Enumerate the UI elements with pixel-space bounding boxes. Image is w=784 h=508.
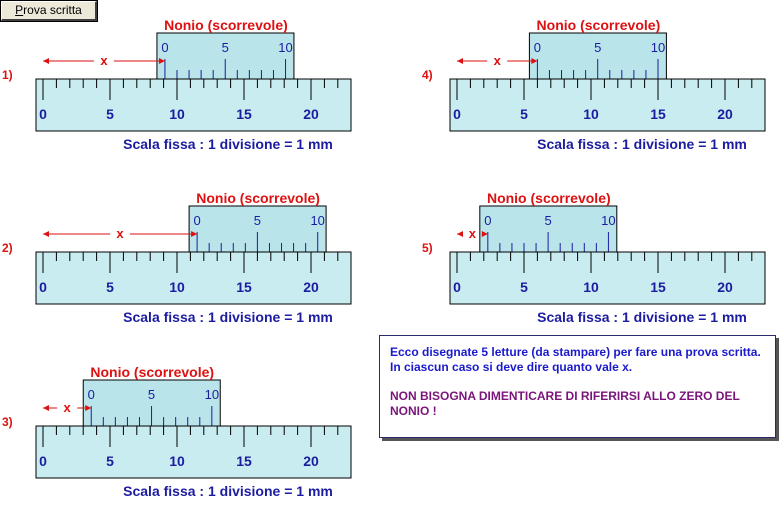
nonio-number: 0: [533, 40, 542, 55]
fixed-scale-number: 10: [583, 106, 599, 122]
fixed-scale-number: 0: [39, 106, 47, 122]
x-arrow-left: [457, 58, 487, 64]
x-arrow-left: [43, 58, 94, 64]
x-arrow-left: [43, 231, 110, 237]
fixed-scale-caption: Scala fissa : 1 divisione = 1 mm: [123, 483, 333, 499]
x-label: x: [100, 53, 108, 68]
note-warning: NON BISOGNA DIMENTICARE DI RIFERIRSI ALLO ZERO DEL NONIO !: [390, 389, 740, 418]
fixed-scale-number: 10: [169, 279, 185, 295]
nonio-number: 0: [161, 40, 169, 55]
x-label: x: [493, 53, 501, 68]
nonio-number: 10: [204, 387, 220, 402]
note-instructions: Ecco disegnate 5 letture (da stampare) per fare una prova scritta. In ciascun caso si deve dire quanto vale x.: [390, 345, 761, 374]
x-arrow-head: [457, 231, 463, 237]
x-arrow-left: [457, 231, 463, 237]
fixed-scale-caption: Scala fissa : 1 divisione = 1 mm: [537, 309, 747, 325]
x-arrow-head: [43, 58, 49, 64]
nonio-number: 5: [544, 213, 552, 228]
fixed-scale-number: 20: [303, 279, 319, 295]
x-arrow-head: [457, 58, 463, 64]
fixed-scale-number: 0: [453, 279, 461, 295]
fixed-scale-number: 15: [236, 453, 252, 469]
reading-5: [422, 190, 765, 325]
nonio-title: Nonio (scorrevole): [164, 17, 288, 33]
fixed-scale-number: 5: [106, 279, 114, 295]
reading-index-label: 1): [2, 68, 13, 82]
nonio-number: 10: [650, 40, 666, 55]
nonio-number: 0: [484, 213, 492, 228]
nonio-title: Nonio (scorrevole): [536, 17, 661, 33]
x-label: x: [116, 226, 124, 241]
nonio-number: 5: [147, 387, 156, 402]
reading-index-label: 5): [422, 241, 433, 255]
x-label: x: [468, 226, 477, 241]
nonio-number: 5: [221, 40, 229, 55]
fixed-scale-number: 15: [236, 106, 252, 122]
fixed-scale-number: 5: [520, 106, 528, 122]
fixed-scale-caption: Scala fissa : 1 divisione = 1 mm: [123, 309, 333, 325]
fixed-scale-number: 5: [106, 453, 114, 469]
fixed-scale-number: 15: [650, 106, 666, 122]
fixed-scale-number: 20: [717, 106, 733, 122]
x-arrow-head: [43, 405, 49, 411]
reading-2: [2, 190, 351, 325]
nonio-number: 0: [193, 213, 201, 228]
button-access-key: P: [15, 3, 24, 17]
reading-1: [2, 17, 351, 152]
reading-index-label: 3): [2, 415, 13, 429]
button-label: rova scritta: [23, 3, 82, 17]
x-arrow-right: [507, 58, 537, 64]
nonio-title: Nonio (scorrevole): [196, 190, 320, 206]
fixed-scale-number: 0: [39, 279, 47, 295]
fixed-scale-caption: Scala fissa : 1 divisione = 1 mm: [123, 136, 333, 152]
fixed-scale-number: 15: [650, 279, 666, 295]
reading-index-label: 2): [2, 241, 13, 255]
fixed-scale-number: 10: [583, 279, 599, 295]
x-arrow-right: [130, 231, 197, 237]
nonio-number: 5: [253, 213, 262, 228]
reading-3: [2, 364, 351, 499]
fixed-scale-number: 0: [39, 453, 47, 469]
fixed-scale-number: 10: [169, 453, 185, 469]
fixed-scale-number: 20: [303, 106, 319, 122]
nonio-number: 10: [601, 213, 616, 228]
fixed-scale-number: 5: [106, 106, 114, 122]
nonio-number: 10: [310, 213, 325, 228]
x-arrow-head: [43, 231, 49, 237]
fixed-scale-number: 20: [717, 279, 733, 295]
reading-4: [422, 17, 765, 152]
x-label: x: [63, 400, 71, 415]
nonio-number: 5: [594, 40, 602, 55]
fixed-scale-number: 5: [520, 279, 528, 295]
nonio-title: Nonio (scorrevole): [90, 364, 215, 380]
reading-index-label: 4): [422, 68, 433, 82]
nonio-number: 10: [278, 40, 293, 55]
instruction-note: [379, 335, 776, 438]
x-arrow-left: [43, 405, 57, 411]
fixed-scale-caption: Scala fissa : 1 divisione = 1 mm: [537, 136, 747, 152]
nonio-number: 0: [87, 387, 95, 402]
fixed-scale-number: 0: [453, 106, 461, 122]
fixed-scale-number: 15: [236, 279, 252, 295]
fixed-scale-number: 10: [169, 106, 185, 122]
fixed-scale-number: 20: [303, 453, 319, 469]
nonio-title: Nonio (scorrevole): [486, 190, 611, 206]
